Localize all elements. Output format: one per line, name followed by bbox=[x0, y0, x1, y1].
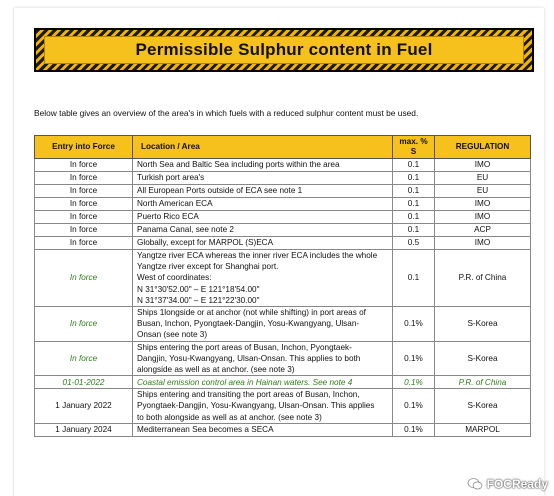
table-cell: EU bbox=[435, 185, 531, 198]
table-row bbox=[35, 224, 531, 237]
table-cell: 1 January 2022 bbox=[35, 389, 133, 424]
table-cell: IMO bbox=[435, 198, 531, 211]
table-cell: In force bbox=[35, 237, 133, 250]
table-cell: In force bbox=[35, 307, 133, 342]
table-cell: In force bbox=[35, 172, 133, 185]
table-row bbox=[35, 211, 531, 224]
table-cell: S-Korea bbox=[435, 389, 531, 424]
table-cell: 01-01-2022 bbox=[35, 376, 133, 389]
table-cell: Puerto Rico ECA bbox=[133, 211, 393, 224]
table-row-hainan bbox=[35, 376, 531, 389]
table-cell: North American ECA bbox=[133, 198, 393, 211]
table-cell: Panama Canal, see note 2 bbox=[133, 224, 393, 237]
wechat-icon bbox=[467, 476, 483, 492]
table-cell: P.R. of China bbox=[435, 376, 531, 389]
table-cell: 0.1% bbox=[393, 389, 435, 424]
header-entry: Entry into Force bbox=[35, 136, 133, 159]
table-cell: Turkish port area's bbox=[133, 172, 393, 185]
table-cell: In force bbox=[35, 250, 133, 307]
table-cell: 0.1 bbox=[393, 172, 435, 185]
document-sheet bbox=[14, 8, 544, 496]
table-cell: 0.1% bbox=[393, 341, 435, 376]
table-cell: Ships 1longside or at anchor (not while shifting) in port areas of Busan, Inchon, Pyongtaek-Dangjin, Yosu-Kwangyang, Ulsan- Onsan (see note 3) bbox=[133, 307, 393, 342]
table-cell: In force bbox=[35, 341, 133, 376]
table-cell: North Sea and Baltic Sea including ports within the area bbox=[133, 159, 393, 172]
header-location: Location / Area bbox=[133, 136, 393, 159]
table-cell: S-Korea bbox=[435, 341, 531, 376]
table-cell: S-Korea bbox=[435, 307, 531, 342]
table-row-korea-3 bbox=[35, 389, 531, 424]
table-cell: ACP bbox=[435, 224, 531, 237]
table-header-row bbox=[35, 136, 531, 159]
table-cell: 0.1 bbox=[393, 224, 435, 237]
table-cell: Coastal emission control area in Hainan waters. See note 4 bbox=[133, 376, 393, 389]
header-max: max. % S bbox=[393, 136, 435, 159]
table-cell: In force bbox=[35, 185, 133, 198]
header-regulation: REGULATION bbox=[435, 136, 531, 159]
table-cell: P.R. of China bbox=[435, 250, 531, 307]
table-cell: 0.1 bbox=[393, 185, 435, 198]
table-cell: IMO bbox=[435, 211, 531, 224]
table-row bbox=[35, 198, 531, 211]
table-cell: 1 January 2024 bbox=[35, 423, 133, 436]
table-cell: EU bbox=[435, 172, 531, 185]
page-title: Permissible Sulphur content in Fuel bbox=[44, 36, 524, 64]
table-cell: 0.1% bbox=[393, 376, 435, 389]
table-row-mediterranean bbox=[35, 423, 531, 436]
table-row bbox=[35, 172, 531, 185]
table-row bbox=[35, 237, 531, 250]
table-cell: 0.1% bbox=[393, 423, 435, 436]
table-cell: IMO bbox=[435, 237, 531, 250]
table-row bbox=[35, 185, 531, 198]
table-cell: All European Ports outside of ECA see note 1 bbox=[133, 185, 393, 198]
table-cell: In force bbox=[35, 211, 133, 224]
table-cell: In force bbox=[35, 198, 133, 211]
table-cell: 0.1 bbox=[393, 250, 435, 307]
table-row-korea-1 bbox=[35, 307, 531, 342]
table-cell: Mediterranean Sea becomes a SECA bbox=[133, 423, 393, 436]
table-row bbox=[35, 159, 531, 172]
table-cell: In force bbox=[35, 159, 133, 172]
table-cell: 0.5 bbox=[393, 237, 435, 250]
table-cell: Ships entering and transiting the port areas of Busan, Inchon, Pyongtaek-Dangjin, Yosu-Kwangyang, Ulsan-Onsan. This applies to both alongside as well as at anchor. (see note 3) bbox=[133, 389, 393, 424]
table-cell: 0.1 bbox=[393, 198, 435, 211]
table-cell: In force bbox=[35, 224, 133, 237]
table-cell: IMO bbox=[435, 159, 531, 172]
table-cell: 0.1% bbox=[393, 307, 435, 342]
table-row-yangtze bbox=[35, 250, 531, 307]
intro-text: Below table gives an overview of the area's in which fuels with a reduced sulphur content must be used. bbox=[34, 108, 419, 118]
table-cell: MARPOL bbox=[435, 423, 531, 436]
table-cell: Yangtze river ECA whereas the inner river ECA includes the whole Yangtze river except for Shanghai port. West of coordinates: N 31°30'52.00" – E 121°18'54.00" N 31°37'34.00" – E 121°22'30.00" bbox=[133, 250, 393, 307]
table-row-korea-2 bbox=[35, 341, 531, 376]
table-cell: 0.1 bbox=[393, 159, 435, 172]
watermark-text: FOCReady bbox=[486, 477, 548, 491]
table-cell: Ships entering the port areas of Busan, Inchon, Pyongtaek- Dangjin, Yosu-Kwangyang, Ulsan-Onsan. This applies to both alongside as well as at anchor. (see note 3) bbox=[133, 341, 393, 376]
watermark bbox=[467, 476, 548, 492]
sulphur-table bbox=[34, 135, 531, 437]
table-cell: Globally, except for MARPOL (S)ECA bbox=[133, 237, 393, 250]
title-banner bbox=[34, 28, 534, 72]
table-cell: 0.1 bbox=[393, 211, 435, 224]
